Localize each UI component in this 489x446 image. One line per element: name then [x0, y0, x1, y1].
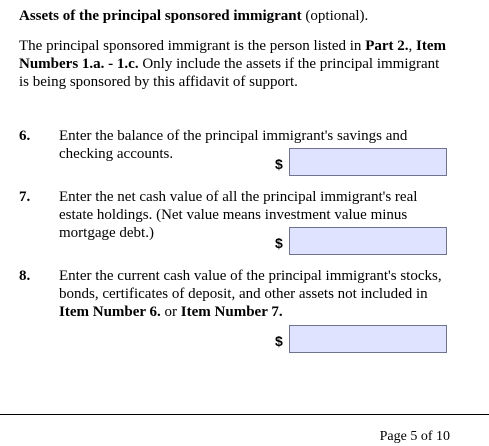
- section-title-bold: Assets of the principal sponsored immigrant: [19, 8, 302, 24]
- section-title: [19, 7, 479, 25]
- item-8-ref-item-7: Item Number 7.: [180, 304, 283, 320]
- section-intro: [19, 37, 449, 91]
- item-6-currency: $: [275, 156, 283, 172]
- footer-divider: [0, 414, 489, 415]
- item-6-number: 6.: [19, 128, 31, 144]
- item-8-other-assets-input[interactable]: [289, 325, 447, 353]
- intro-item-ref: Item Numbers 1.a. - 1.c.: [19, 38, 447, 72]
- item-8-text-part: or: [160, 304, 181, 320]
- page-number: Page 5 of 10: [379, 429, 450, 444]
- section-title-optional: (optional).: [301, 8, 369, 24]
- intro-text: The principal sponsored immigrant is the person listed in: [19, 38, 366, 54]
- item-7-text: Enter the net cash value of all the principal immigrant's real estate holdings. (Net value means investment value minus mortgage debt.): [59, 189, 418, 241]
- intro-text: Only include the assets if the principal immigrant is being sponsored by this affidavit of support.: [19, 56, 440, 90]
- item-8-currency: $: [275, 333, 283, 349]
- intro-part-ref: Part 2.: [365, 38, 409, 54]
- item-7-currency: $: [275, 235, 283, 251]
- item-6-text: Enter the balance of the principal immigrant's savings and checking accounts.: [59, 128, 408, 162]
- item-7-number: 7.: [19, 189, 31, 205]
- item-6-savings-input[interactable]: [289, 148, 447, 176]
- intro-text: ,: [408, 38, 417, 54]
- item-8-text-part: Enter the current cash value of the principal immigrant's stocks, bonds, certificates of deposit, and other assets not included in: [59, 268, 442, 302]
- item-8-ref-item-6: Item Number 6.: [59, 304, 161, 320]
- item-8-number: 8.: [19, 268, 31, 284]
- item-8-text: [59, 267, 454, 321]
- item-7-real-estate-input[interactable]: [289, 227, 447, 255]
